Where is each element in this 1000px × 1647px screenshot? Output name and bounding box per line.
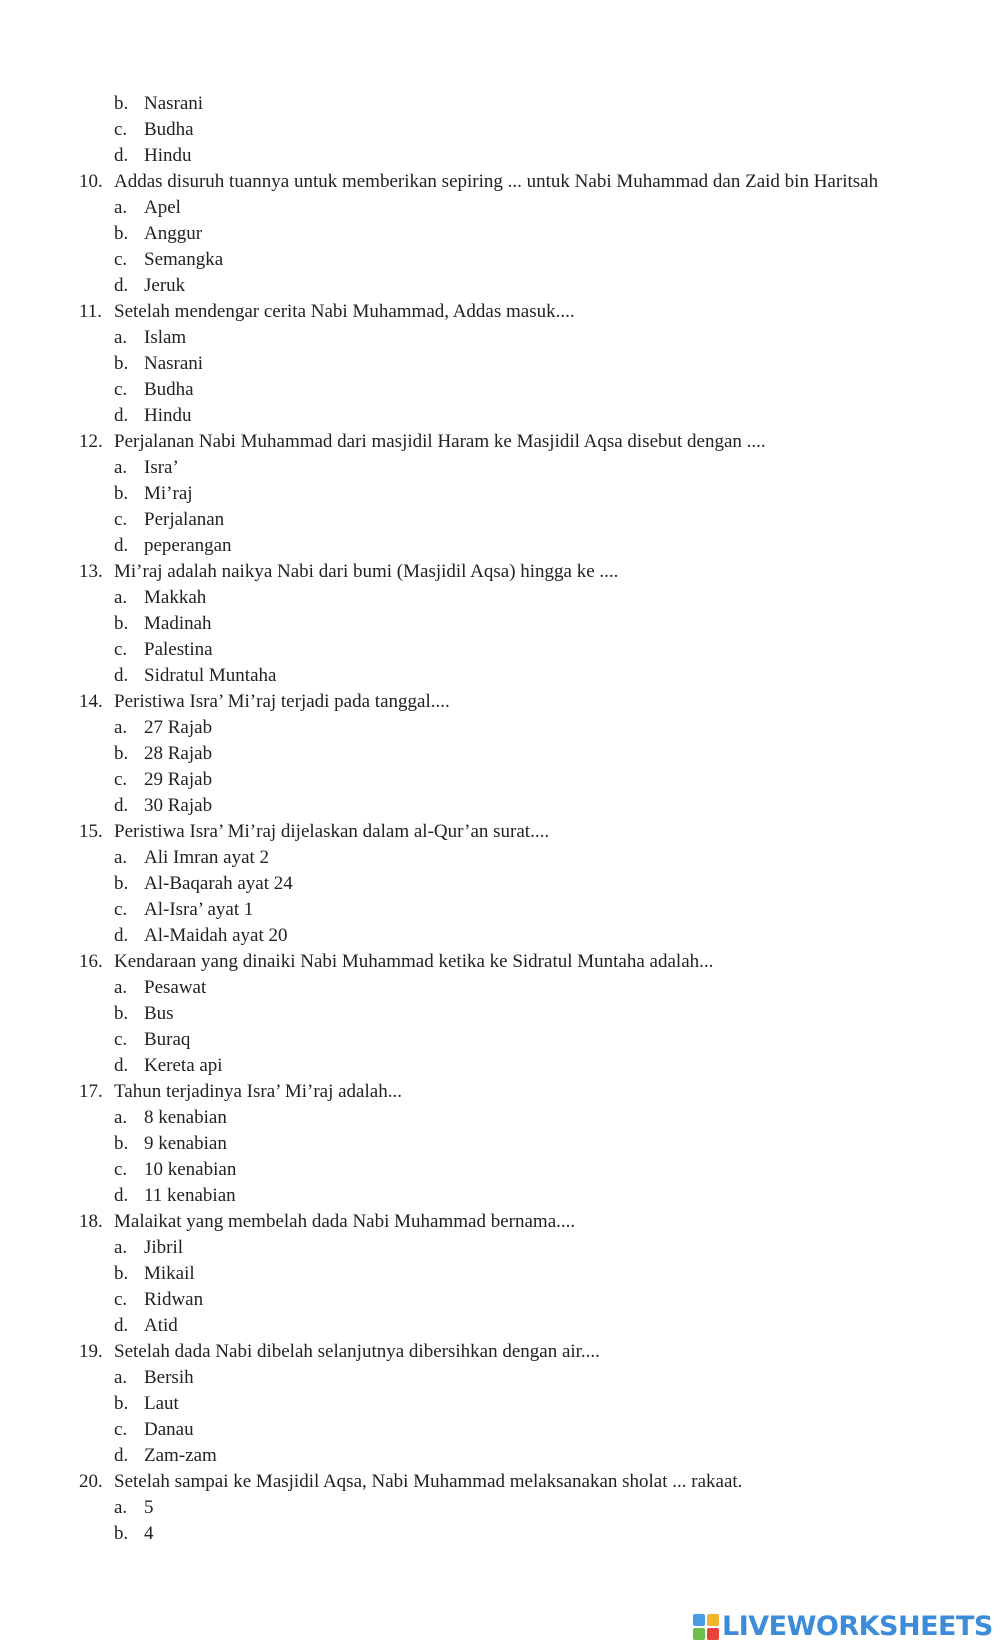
option-letter: c. [114, 1029, 128, 1050]
answer-option [0, 377, 1000, 403]
option-text: Ridwan [144, 1289, 204, 1310]
option-letter: a. [114, 197, 128, 218]
question-item [0, 1209, 1000, 1235]
answer-option [0, 1157, 1000, 1183]
option-text: 5 [144, 1497, 154, 1518]
logo-square-green [693, 1628, 705, 1640]
question-text: Peristiwa Isra’ Mi’raj dijelaskan dalam al-Qur’an surat.... [114, 821, 550, 842]
liveworksheets-brand [693, 1610, 993, 1644]
question-text: Setelah sampai ke Masjidil Aqsa, Nabi Muhammad melaksanakan sholat ... rakaat. [114, 1471, 743, 1492]
option-text: 4 [144, 1523, 154, 1544]
answer-option [0, 637, 1000, 663]
question-number: 16. [79, 951, 103, 972]
option-letter: b. [114, 483, 129, 504]
option-letter: b. [114, 1393, 129, 1414]
answer-option [0, 871, 1000, 897]
question-text: Setelah mendengar cerita Nabi Muhammad, Addas masuk.... [114, 301, 575, 322]
option-text: Zam-zam [144, 1445, 217, 1466]
option-letter: c. [114, 119, 128, 140]
answer-option [0, 533, 1000, 559]
option-letter: b. [114, 1003, 129, 1024]
option-letter: c. [114, 1289, 128, 1310]
answer-option [0, 455, 1000, 481]
option-letter: a. [114, 1497, 128, 1518]
brand-wordmark: LIVEWORKSHEETS [722, 1611, 993, 1642]
option-letter: d. [114, 535, 129, 556]
question-item [0, 819, 1000, 845]
option-text: Budha [144, 119, 194, 140]
option-letter: a. [114, 1107, 128, 1128]
option-text: Madinah [144, 613, 212, 634]
option-text: Laut [144, 1393, 179, 1414]
question-number: 17. [79, 1081, 103, 1102]
answer-option [0, 845, 1000, 871]
option-text: Islam [144, 327, 187, 348]
option-letter: a. [114, 327, 128, 348]
option-letter: c. [114, 1159, 128, 1180]
question-text: Setelah dada Nabi dibelah selanjutnya dibersihkan dengan air.... [114, 1341, 600, 1362]
option-letter: d. [114, 1055, 129, 1076]
option-letter: b. [114, 353, 129, 374]
option-text: Apel [144, 197, 181, 218]
question-text: Mi’raj adalah naikya Nabi dari bumi (Masjidil Aqsa) hingga ke .... [114, 561, 619, 582]
option-text: Makkah [144, 587, 207, 608]
answer-option [0, 1313, 1000, 1339]
answer-option [0, 767, 1000, 793]
logo-square-blue [693, 1614, 705, 1626]
option-letter: a. [114, 847, 128, 868]
answer-option [0, 325, 1000, 351]
question-text: Addas disuruh tuannya untuk memberikan sepiring ... untuk Nabi Muhammad dan Zaid bin Haritsah [114, 171, 879, 192]
option-text: Al-Baqarah ayat 24 [144, 873, 293, 894]
question-text: Malaikat yang membelah dada Nabi Muhammad bernama.... [114, 1211, 576, 1232]
answer-option [0, 1391, 1000, 1417]
question-number: 15. [79, 821, 103, 842]
answer-option [0, 1417, 1000, 1443]
option-text: 29 Rajab [144, 769, 213, 790]
option-text: Danau [144, 1419, 194, 1440]
question-item [0, 169, 1000, 195]
answer-option [0, 585, 1000, 611]
answer-option [0, 221, 1000, 247]
question-number: 10. [79, 171, 103, 192]
option-letter: d. [114, 1445, 129, 1466]
question-number: 12. [79, 431, 103, 452]
option-text: Anggur [144, 223, 203, 244]
question-list [0, 91, 1000, 1547]
question-text: Kendaraan yang dinaiki Nabi Muhammad ketika ke Sidratul Muntaha adalah... [114, 951, 714, 972]
answer-option [0, 1027, 1000, 1053]
option-letter: d. [114, 665, 129, 686]
answer-option [0, 351, 1000, 377]
option-text: Budha [144, 379, 194, 400]
option-letter: c. [114, 509, 128, 530]
option-letter: c. [114, 769, 128, 790]
option-letter: b. [114, 743, 129, 764]
option-text: Kereta api [144, 1055, 223, 1076]
question-number: 11. [79, 301, 103, 322]
answer-option [0, 247, 1000, 273]
answer-option [0, 117, 1000, 143]
option-letter: b. [114, 1133, 129, 1154]
answer-option [0, 91, 1000, 117]
option-text: 28 Rajab [144, 743, 213, 764]
answer-option [0, 1105, 1000, 1131]
option-letter: d. [114, 795, 129, 816]
option-letter: d. [114, 1315, 129, 1336]
answer-option [0, 1131, 1000, 1157]
answer-option [0, 897, 1000, 923]
option-text: Hindu [144, 145, 192, 166]
option-letter: b. [114, 1523, 129, 1544]
answer-option [0, 403, 1000, 429]
liveworksheets-logo-icon [693, 1614, 719, 1640]
option-letter: a. [114, 457, 128, 478]
question-item [0, 689, 1000, 715]
answer-option [0, 715, 1000, 741]
answer-option [0, 1001, 1000, 1027]
option-text: Jeruk [144, 275, 186, 296]
option-text: 8 kenabian [144, 1107, 227, 1128]
answer-option [0, 975, 1000, 1001]
question-item [0, 1079, 1000, 1105]
option-text: Buraq [144, 1029, 191, 1050]
option-letter: b. [114, 1263, 129, 1284]
question-number: 20. [79, 1471, 103, 1492]
option-text: Palestina [144, 639, 213, 660]
question-number: 13. [79, 561, 103, 582]
option-text: Isra’ [144, 457, 179, 478]
question-item [0, 1469, 1000, 1495]
option-text: 11 kenabian [144, 1185, 236, 1206]
question-text: Perjalanan Nabi Muhammad dari masjidil Haram ke Masjidil Aqsa disebut dengan .... [114, 431, 766, 452]
option-text: Perjalanan [144, 509, 225, 530]
answer-option [0, 1235, 1000, 1261]
answer-option [0, 611, 1000, 637]
option-letter: b. [114, 93, 129, 114]
question-item [0, 949, 1000, 975]
answer-option [0, 1183, 1000, 1209]
option-letter: b. [114, 613, 129, 634]
option-text: 30 Rajab [144, 795, 213, 816]
option-letter: a. [114, 587, 128, 608]
option-text: Ali Imran ayat 2 [144, 847, 270, 868]
option-text: Atid [144, 1315, 178, 1336]
option-letter: c. [114, 249, 128, 270]
answer-option [0, 195, 1000, 221]
answer-option [0, 741, 1000, 767]
option-text: Al-Isra’ ayat 1 [144, 899, 254, 920]
answer-option [0, 1261, 1000, 1287]
answer-option [0, 663, 1000, 689]
answer-option [0, 1365, 1000, 1391]
answer-option [0, 1521, 1000, 1547]
option-text: 10 kenabian [144, 1159, 237, 1180]
option-letter: c. [114, 379, 128, 400]
option-letter: d. [114, 925, 129, 946]
answer-option [0, 481, 1000, 507]
option-letter: b. [114, 873, 129, 894]
answer-option [0, 507, 1000, 533]
option-text: Al-Maidah ayat 20 [144, 925, 288, 946]
option-text: Bus [144, 1003, 174, 1024]
answer-option [0, 1053, 1000, 1079]
option-text: Jibril [144, 1237, 184, 1258]
option-letter: d. [114, 145, 129, 166]
option-text: peperangan [144, 535, 232, 556]
logo-square-yellow [707, 1614, 719, 1626]
option-text: Mi’raj [144, 483, 193, 504]
question-number: 19. [79, 1341, 103, 1362]
option-text: Semangka [144, 249, 224, 270]
option-text: Nasrani [144, 93, 204, 114]
answer-option [0, 1443, 1000, 1469]
option-letter: d. [114, 275, 129, 296]
question-item [0, 1339, 1000, 1365]
option-text: 9 kenabian [144, 1133, 227, 1154]
question-item [0, 299, 1000, 325]
option-text: Mikail [144, 1263, 195, 1284]
option-letter: a. [114, 717, 128, 738]
option-text: Sidratul Muntaha [144, 665, 277, 686]
logo-square-red [707, 1628, 719, 1640]
option-letter: a. [114, 1367, 128, 1388]
option-letter: c. [114, 899, 128, 920]
answer-option [0, 923, 1000, 949]
answer-option [0, 1287, 1000, 1313]
question-item [0, 559, 1000, 585]
question-text: Peristiwa Isra’ Mi’raj terjadi pada tanggal.... [114, 691, 450, 712]
option-text: Hindu [144, 405, 192, 426]
option-text: Nasrani [144, 353, 204, 374]
option-letter: c. [114, 1419, 128, 1440]
question-item [0, 429, 1000, 455]
answer-option [0, 1495, 1000, 1521]
answer-option [0, 793, 1000, 819]
question-number: 14. [79, 691, 103, 712]
question-number: 18. [79, 1211, 103, 1232]
answer-option [0, 273, 1000, 299]
option-text: Bersih [144, 1367, 194, 1388]
answer-option [0, 143, 1000, 169]
option-letter: d. [114, 1185, 129, 1206]
option-letter: c. [114, 639, 128, 660]
option-letter: d. [114, 405, 129, 426]
option-text: 27 Rajab [144, 717, 213, 738]
option-text: Pesawat [144, 977, 207, 998]
option-letter: b. [114, 223, 129, 244]
question-text: Tahun terjadinya Isra’ Mi’raj adalah... [114, 1081, 402, 1102]
option-letter: a. [114, 977, 128, 998]
option-letter: a. [114, 1237, 128, 1258]
